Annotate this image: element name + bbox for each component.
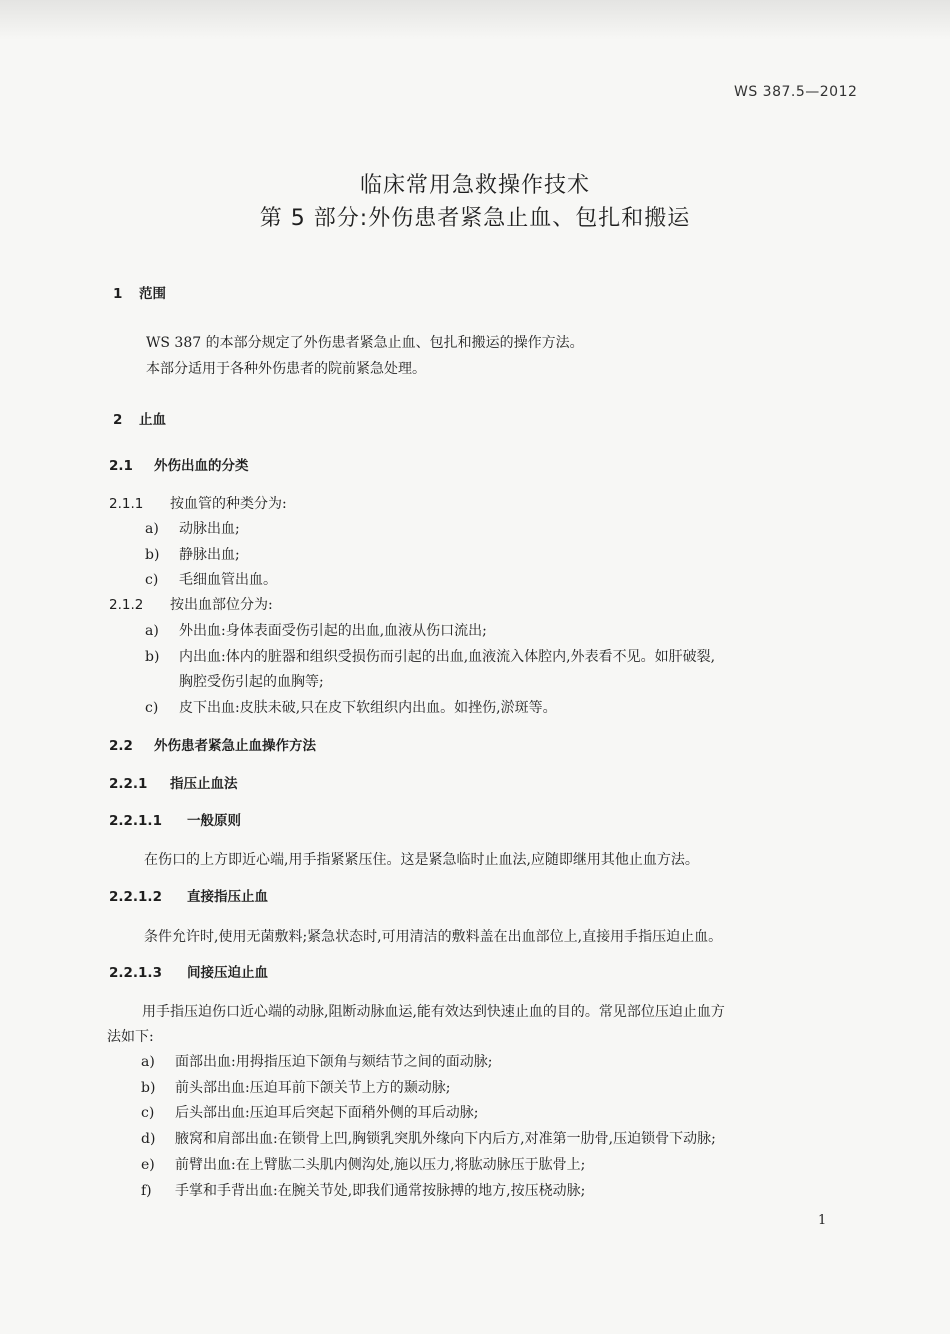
section-number: 2 (113, 412, 123, 428)
list-item: a) 外出血:身体表面受伤引起的出血,血液从伤口流出; (145, 623, 487, 639)
list-item: c) 后头部出血:压迫耳后突起下面稍外侧的耳后动脉; (141, 1105, 479, 1121)
section-title: 直接指压止血 (187, 889, 268, 905)
clause-text: 按出血部位分为: (170, 597, 273, 613)
standard-number: WS 387.5—2012 (734, 84, 858, 100)
paragraph-continuation: 法如下: (107, 1029, 154, 1045)
section-heading-2-2-1 (109, 775, 238, 793)
list-item: b) 内出血:体内的脏器和组织受损伤而引起的出血,血液流入体腔内,外表看不见。如肝破裂, (145, 649, 716, 665)
section-title: 指压止血法 (170, 776, 238, 792)
list-item: c) 毛细血管出血。 (145, 572, 277, 588)
list-item: f) 手掌和手背出血:在腕关节处,即我们通常按脉搏的地方,按压桡动脉; (141, 1183, 586, 1199)
section-heading-2-2-1-2 (109, 888, 268, 906)
list-item: a) 动脉出血; (145, 521, 240, 537)
section-title: 间接压迫止血 (187, 965, 268, 981)
section-number: 2.2.1.2 (109, 889, 162, 905)
list-item: a) 面部出血:用拇指压迫下颌角与颏结节之间的面动脉; (141, 1054, 493, 1070)
list-item: b) 前头部出血:压迫耳前下颌关节上方的颞动脉; (141, 1080, 451, 1096)
list-item: c) 皮下出血:皮肤未破,只在皮下软组织内出血。如挫伤,淤斑等。 (145, 700, 557, 716)
section-heading-2-2-1-3 (109, 964, 268, 982)
list-item: b) 静脉出血; (145, 547, 240, 563)
paragraph: 本部分适用于各种外伤患者的院前紧急处理。 (146, 361, 426, 377)
section-number: 1 (113, 286, 123, 302)
section-number: 2.2 (109, 738, 133, 754)
paragraph: 条件允许时,使用无菌敷料;紧急状态时,可用清洁的敷料盖在出血部位上,直接用手指压迫止血。 (144, 929, 723, 945)
section-heading-2-2 (109, 737, 316, 755)
paragraph: WS 387 的本部分规定了外伤患者紧急止血、包扎和搬运的操作方法。 (146, 335, 584, 351)
section-title: 范围 (139, 286, 166, 302)
clause-text: 按血管的种类分为: (170, 496, 287, 512)
document-title: 临床常用急救操作技术 (359, 173, 590, 198)
section-heading-1 (113, 285, 166, 303)
list-item-continuation: 胸腔受伤引起的血胸等; (179, 674, 324, 690)
scan-edge-shadow (0, 0, 950, 40)
section-number: 2.2.1.3 (109, 965, 162, 981)
section-heading-2-1 (109, 457, 249, 475)
section-heading-2-2-1-1 (109, 812, 241, 830)
clause-number: 2.1.2 (109, 597, 144, 613)
section-number: 2.2.1.1 (109, 813, 162, 829)
section-title: 止血 (139, 412, 166, 428)
list-item: d) 腋窝和肩部出血:在锁骨上凹,胸锁乳突肌外缘向下内后方,对准第一肋骨,压迫锁骨下动脉; (141, 1131, 716, 1147)
paragraph: 用手指压迫伤口近心端的动脉,阻断动脉血运,能有效达到快速止血的目的。常见部位压迫止血方 (142, 1004, 725, 1020)
paragraph: 在伤口的上方即近心端,用手指紧紧压住。这是紧急临时止血法,应随即继用其他止血方法。 (144, 852, 699, 868)
document-subtitle: 第 5 部分:外伤患者紧急止血、包扎和搬运 (259, 206, 691, 231)
clause-2-1-2 (109, 596, 273, 614)
section-number: 2.1 (109, 458, 133, 474)
section-heading-2 (113, 411, 166, 429)
page-number: 1 (818, 1213, 827, 1228)
clause-number: 2.1.1 (109, 496, 144, 512)
section-title: 一般原则 (187, 813, 241, 829)
section-number: 2.2.1 (109, 776, 148, 792)
section-title: 外伤患者紧急止血操作方法 (154, 738, 316, 754)
clause-2-1-1 (109, 495, 287, 513)
list-item: e) 前臂出血:在上臂肱二头肌内侧沟处,施以压力,将肱动脉压于肱骨上; (141, 1157, 586, 1173)
section-title: 外伤出血的分类 (154, 458, 249, 474)
